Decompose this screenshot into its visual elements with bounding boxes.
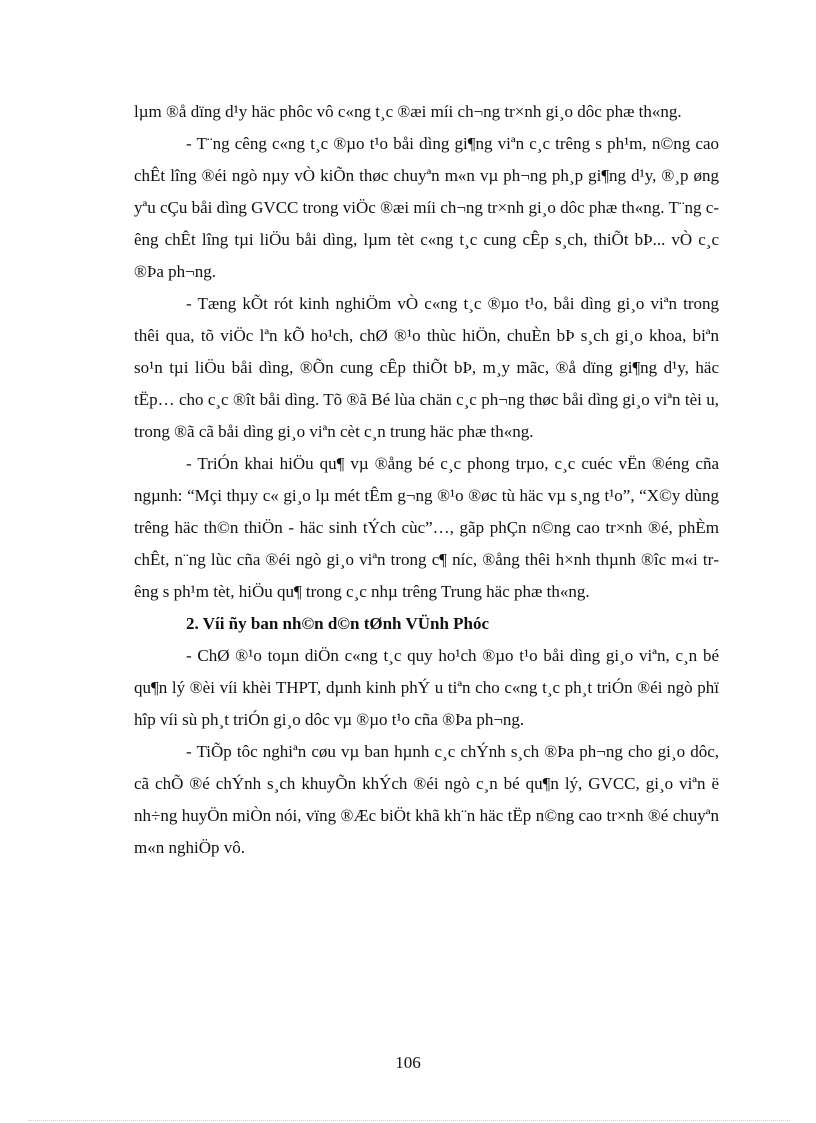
paragraph-experience-review: - Tæng kÕt rót kinh nghiÖm vÒ c«ng t¸c ®µo t¹o, båi dìng gi¸o viªn trong thêi qua, tõ viÖc lªn kÕ ho¹ch, chØ ®¹o thùc hiÖn, chuÈn bÞ s¸ch gi¸o khoa, biªn so¹n tµi liÖu båi dìng, ®Õn cung cÊp thiÕt bÞ, m¸y mãc, ®å dïng gi¶ng d¹y, häc tËp… cho c¸c ®ît båi dìng. Tõ ®ã Bé lùa chän c¸c ph¬ng thøc båi dìng gi¸o viªn tèi u, trong ®ã cã båi dìng gi¸o viªn cèt c¸n trung häc phæ th«ng.	[134, 294, 719, 441]
section-heading: 2. Víi ñy ban nh©n d©n tØnh VÜnh Phóc	[186, 614, 490, 633]
body-text	[134, 96, 719, 864]
paragraph-movements: - TriÓn khai hiÖu qu¶ vµ ®ång bé c¸c phong trµo, c¸c cuéc vËn ®éng cña ngµnh: “Mçi thµy c« gi¸o lµ mét tÊm g¬ng ®¹o ®øc tù häc vµ s¸ng t¹o”, “X©y dùng trêng häc th©n thiÖn - häc sinh tÝch cùc”…, gãp phÇn n©ng cao tr×nh ®é, phÈm chÊt, n¨ng lùc cña ®éi ngò gi¸o viªn trong c¶ níc, ®ång thêi h×nh thµnh ®îc m«i trêng s ph¹m tèt, hiÖu qu¶ trong c¸c nhµ trêng Trung häc phæ th«ng.	[134, 454, 719, 601]
paragraph-continuation: lµm ®å dïng d¹y häc phôc vô c«ng t¸c ®æi míi ch¬ng tr×nh gi¸o dôc phæ th«ng.	[134, 102, 682, 121]
page-number: 106	[395, 1053, 421, 1072]
paragraph-training-lecturers: - T¨ng cêng c«ng t¸c ®µo t¹o båi dìng gi¶ng viªn c¸c trêng s ph¹m, n©ng cao chÊt lîng ®éi ngò nµy vÒ kiÕn thøc chuyªn m«n vµ ph¬ng ph¸p gi¶ng d¹y, ®¸p øng yªu cÇu båi dìng GVCC trong viÖc ®æi míi ch¬ng tr×nh gi¸o dôc phæ th«ng. T¨ng cêng chÊt lîng tµi liÖu båi dìng, lµm tèt c«ng t¸c cung cÊp s¸ch, thiÕt bÞ... vÒ c¸c ®Þa ph¬ng.	[134, 134, 719, 281]
page-bottom-divider	[28, 1120, 790, 1121]
paragraph-direction: - ChØ ®¹o toµn diÖn c«ng t¸c quy ho¹ch ®µo t¹o båi dìng gi¸o viªn, c¸n bé qu¶n lý ®èi víi khèi THPT, dµnh kinh phÝ u tiªn cho c«ng t¸c ph¸t triÓn ®éi ngò phï hîp víi sù ph¸t triÓn gi¸o dôc vµ ®µo t¹o cña ®Þa ph¬ng.	[134, 646, 719, 729]
paragraph-policy-research: - TiÕp tôc nghiªn cøu vµ ban hµnh c¸c chÝnh s¸ch ®Þa ph¬ng cho gi¸o dôc, cã chÕ ®é chÝnh s¸ch khuyÕn khÝch ®éi ngò c¸n bé qu¶n lý, GVCC, gi¸o viªn ë nh÷ng huyÖn miÒn nói, vïng ®Æc biÖt khã kh¨n häc tËp n©ng cao tr×nh ®é chuyªn m«n nghiÖp vô.	[134, 742, 719, 857]
